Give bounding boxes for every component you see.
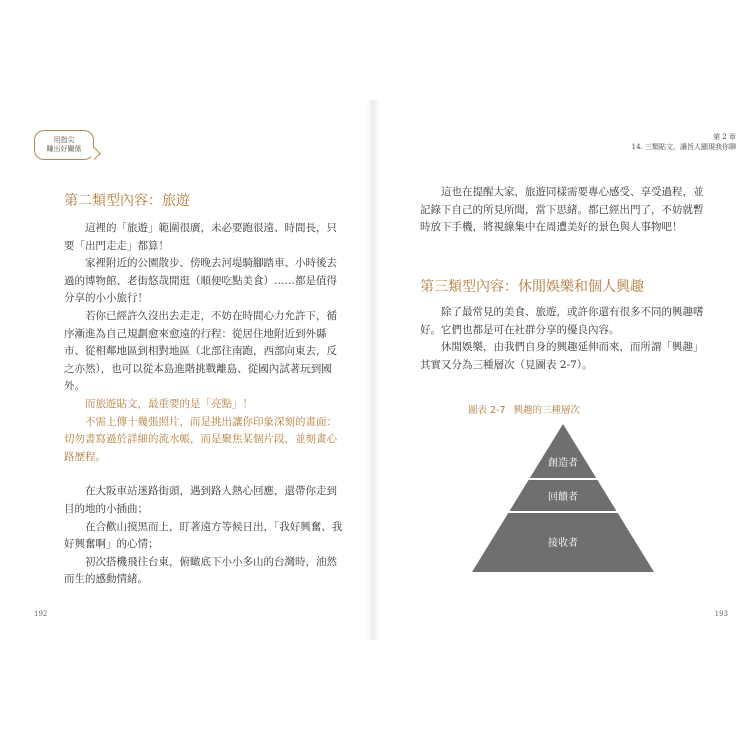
figure-caption	[468, 402, 580, 416]
book-title-line-2: 賺出好關係	[46, 145, 82, 153]
paragraph: 在合歡山摸黑而上，盯著遠方等候日出，「我好興奮、我好興奮啊」的心情；	[64, 520, 343, 551]
running-head	[632, 132, 736, 152]
book-title-line-1: 用指尖	[53, 136, 75, 144]
figure-label: 圖表 2-7	[468, 405, 506, 416]
book-title-bubble	[34, 130, 94, 160]
right-body-text-bottom	[420, 304, 704, 374]
right-page	[380, 100, 736, 640]
pyramid-level-bottom: 接收者	[548, 538, 578, 549]
paragraph: 休閒娛樂，由我們自身的興趣延伸而來，而所謂「興趣」其實又分為三種層次（見圖表 2-7）。	[420, 341, 704, 371]
chapter-label: 第 2 章	[713, 133, 736, 141]
paragraph: 這也在提醒大家，旅遊同樣需要專心感受、享受過程，並記錄下自己的所見所聞，當下思緒。都已經出門了，不妨就暫時放下手機，將視線集中在周遭美好的景色與人事物吧！	[420, 186, 704, 234]
paragraph: 家裡附近的公園散步、傍晚去河堤騎腳踏車、小時後去過的博物館、老街悠哉閒逛（順便吃點美食）……都是值得分享的小小旅行！	[64, 257, 337, 305]
left-page	[14, 100, 366, 640]
paragraph: 初次搭機飛往台東，俯瞰底下小小多山的台灣時，油然而生的感動情緒。	[64, 555, 337, 586]
section-heading-leisure: 第三類型內容：休閒娛樂和個人興趣	[420, 279, 644, 295]
highlight-paragraph: 而旅遊貼文，最重要的是「亮點」！	[85, 397, 253, 410]
pyramid-level-top: 創造者	[548, 458, 578, 469]
page-number-right: 193	[714, 610, 728, 618]
left-body-text	[64, 220, 344, 589]
right-body-text-top	[420, 184, 704, 237]
page-number-left: 192	[34, 610, 48, 618]
figure-title: 興趣的三種層次	[513, 405, 581, 416]
pyramid-level-middle: 回饋者	[548, 492, 578, 503]
paragraph: 除了最常見的美食、旅遊，或許你還有很多不同的興趣嗜好。它們也都是可在社群分享的優良內容。	[420, 306, 704, 336]
paragraph: 若你已經許久沒出去走走，不妨在時間心力允許下，循序漸進為自己規劃愈來愈遠的行程：從居住地附近到外縣市、從相鄰地區到相對地區（北部往南跑，西部向東去，反之亦然），也可以從本島進階挑戰離島、從國內試著玩到國外。	[64, 309, 337, 393]
highlight-paragraph: 不需上傳十幾張照片，而是挑出讓你印象深刻的畫面：切勿書寫過於詳細的流水帳，而是聚焦某個片段，並刻畫心路歷程。	[64, 415, 337, 463]
paragraph: 在大阪車站迷路街頭，遇到路人熱心回應，還帶你走到目的地的小插曲；	[64, 485, 337, 515]
section-label: 14. 三類貼文，讓旨人顯現我你聊	[631, 143, 736, 151]
section-heading-travel: 第二類型內容：旅遊	[64, 193, 190, 209]
book-gutter	[366, 100, 380, 640]
paragraph: 這裡的「旅遊」範圍很廣，未必要跑很遠、時間長，只要「出門走走」都算！	[64, 222, 337, 252]
